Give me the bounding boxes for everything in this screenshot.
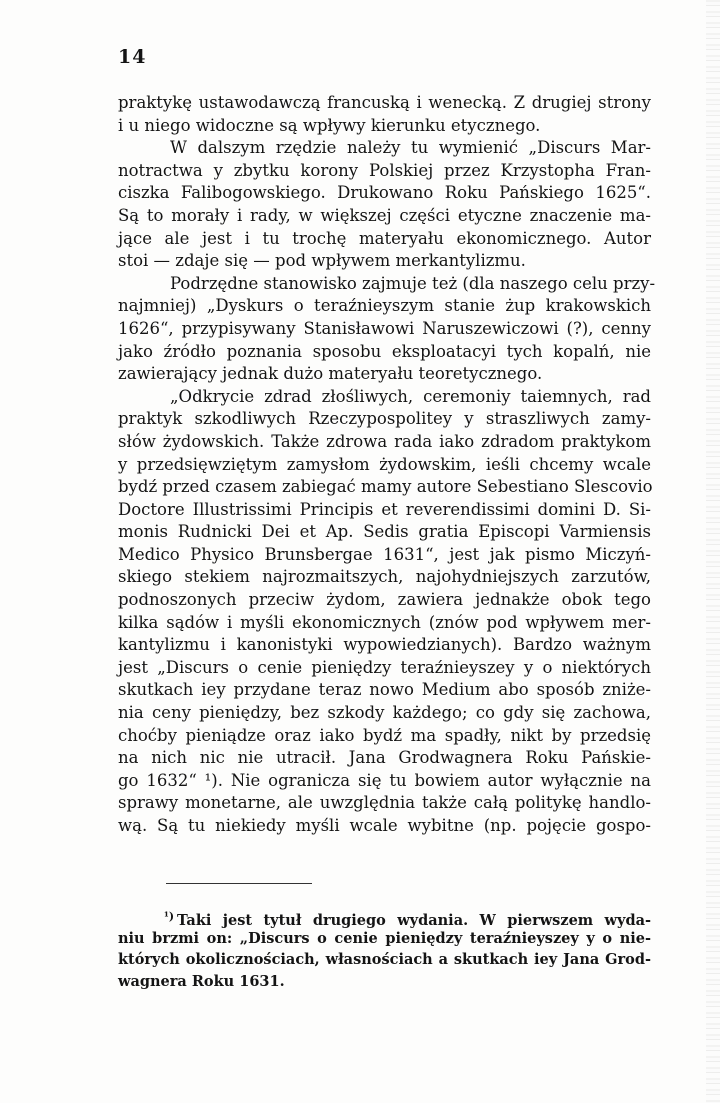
text-line: kantylizmu i kanonistyki wypowiedzianych). Bardzo ważnym	[118, 635, 651, 655]
text-line: choćby pieniądze oraz iako bydź ma spadły, nikt by przedsię	[118, 725, 651, 745]
footnote	[118, 906, 651, 992]
text-line: sprawy monetarne, ale uwzględnia także całą politykę handlo-	[118, 793, 651, 813]
text-line: ciszka Falibogowskiego. Drukowano Roku Pańskiego 1625“.	[118, 183, 651, 203]
footnote-marker: ¹)	[164, 910, 175, 923]
text-line: podnoszonych przeciw żydom, zawiera jednakże obok tego	[118, 590, 651, 610]
text-line: Medico Physico Brunsbergae 1631“, jest jak pismo Miczyń-	[118, 544, 651, 564]
text-line: zawierający jednak dużo materyału teoretycznego.	[118, 364, 543, 384]
text-line: najmniej) „Dyskurs o teraźnieyszym stanie żup krakowskich	[118, 296, 651, 316]
body-text	[118, 92, 656, 838]
text-line: kilka sądów i myśli ekonomicznych (znów pod wpływem mer-	[118, 612, 651, 632]
text-line: skiego stekiem najrozmaitszych, najohydniejszych zarzutów,	[118, 567, 651, 587]
footnote-line: których okolicznościach, własnościach a skutkach iey Jana Grod-	[118, 951, 651, 968]
text-line: Są to morały i rady, w większej części etyczne znaczenie ma-	[118, 205, 651, 225]
text-line: słów żydowskich. Także zdrowa rada iako zdradom praktykom	[118, 431, 651, 451]
text-line: praktykę ustawodawczą francuską i wenecką. Z drugiej strony	[118, 93, 651, 112]
footnote-line: niu brzmi on: „Discurs o cenie pieniędzy teraźnieyszey y o nie-	[118, 929, 651, 947]
footnote-line: wagnera Roku 1631.	[118, 972, 285, 990]
text-line: praktyk szkodliwych Rzeczypospolitey y straszliwych zamy-	[118, 409, 651, 429]
text-line: y przedsięwziętym zamysłom żydowskim, ieśli chcemy wcale	[118, 454, 651, 474]
text-line: skutkach iey przydane teraz nowo Medium abo sposób zniże-	[118, 680, 651, 700]
text-line: „Odkrycie zdrad złośliwych, ceremoniy taiemnych, rad	[170, 386, 651, 406]
text-line: W dalszym rzędzie należy tu wymienić „Discurs Mar-	[170, 138, 651, 158]
text-line: wą. Są tu niekiedy myśli wcale wybitne (np. pojęcie gospo-	[118, 816, 651, 835]
page-number: 14	[118, 46, 147, 68]
text-line: bydź przed czasem zabiegać mamy autore Sebestiano Slescovio	[118, 477, 653, 497]
text-line: jest „Discurs o cenie pieniędzy teraźnieyszey y o niektórych	[118, 657, 651, 677]
text-line: jące ale jest i tu trochę materyału ekonomicznego. Autor	[118, 228, 651, 248]
footnote-line	[118, 906, 651, 928]
footnote-line-text: Taki jest tytuł drugiego wydania. W pierwszem wyda-	[177, 912, 651, 929]
text-line: go 1632“ ¹). Nie ogranicza się tu bowiem autor wyłącznie na	[118, 770, 651, 790]
text-line: 1626“, przypisywany Stanisławowi Naruszewiczowi (?), cenny	[118, 318, 651, 338]
footnote-separator	[166, 883, 312, 884]
text-line: notractwa y zbytku korony Polskiej przez Krzystopha Fran-	[118, 160, 651, 180]
text-line: monis Rudnicki Dei et Ap. Sedis gratia Episcopi Varmiensis	[118, 522, 651, 542]
text-line: i u niego widoczne są wpływy kierunku etycznego.	[118, 115, 541, 135]
text-line: jako źródło poznania sposobu eksploatacyi tych kopalń, nie	[118, 341, 651, 361]
text-line: stoi — zdaje się — pod wpływem merkantylizmu.	[118, 251, 526, 271]
text-line: Doctore Illustrissimi Principis et reverendissimi domini D. Si-	[118, 499, 651, 519]
text-line: nia ceny pieniędzy, bez szkody każdego; co gdy się zachowa,	[118, 703, 651, 723]
text-line: Podrzędne stanowisko zajmuje też (dla naszego celu przy-	[170, 273, 656, 293]
scan-edge	[706, 0, 720, 1103]
text-line: na nich nic nie utracił. Jana Grodwagnera Roku Pańskie-	[118, 748, 651, 768]
